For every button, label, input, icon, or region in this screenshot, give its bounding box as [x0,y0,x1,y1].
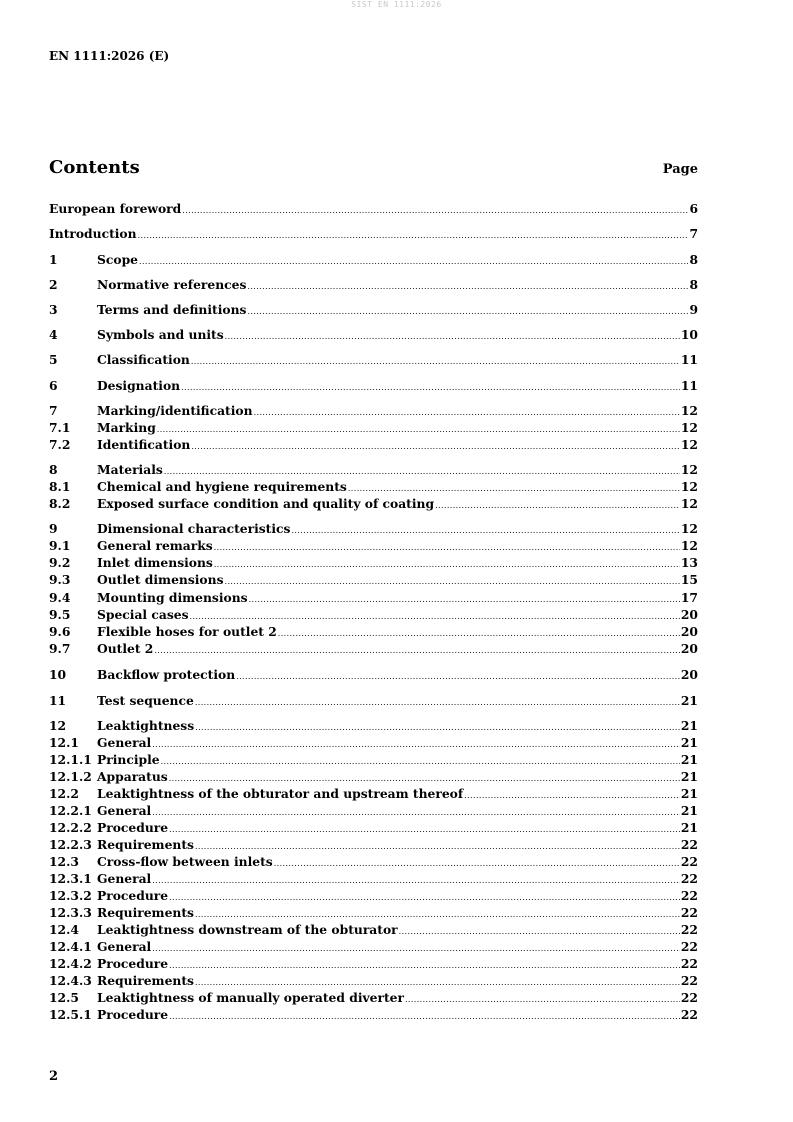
toc-entry-number: 8 [49,462,58,477]
toc-entry-number: 11 [49,693,67,708]
toc-entry[interactable] [49,403,698,419]
toc-entry-title: Requirements [97,905,194,920]
toc-entry-title: Marking/identification [97,403,253,418]
toc-entry-number: 12.1 [49,735,79,750]
toc-entry-title: Scope [97,252,138,267]
toc-entry[interactable] [49,922,698,938]
dot-leader [190,609,680,625]
toc-entry-page: 21 [680,693,698,708]
toc-entry[interactable] [49,939,698,955]
toc-entry-page: 20 [680,667,698,682]
toc-entry[interactable] [49,496,698,512]
dot-leader [278,626,680,642]
toc-entry-number: 1 [49,252,58,267]
toc-entry-page: 21 [680,786,698,801]
toc-entry-title: Procedure [97,820,169,835]
dot-leader [169,958,680,974]
toc-entry[interactable] [49,905,698,921]
toc-entry-page: 7 [689,226,698,241]
toc-entry-title: Procedure [97,1007,169,1022]
toc-entry[interactable] [49,555,698,571]
toc-entry[interactable] [49,277,698,293]
toc-entry[interactable] [49,538,698,554]
toc-entry-title: Terms and definitions [97,302,247,317]
dot-leader [247,279,688,295]
toc-entry-number: 9.1 [49,538,71,553]
dot-leader [274,856,680,872]
toc-entry-page: 6 [689,201,698,216]
toc-entry-number: 12.2.3 [49,837,92,852]
dot-leader [399,924,680,940]
toc-entry-page: 15 [680,572,698,587]
toc-entry[interactable] [49,973,698,989]
dot-leader [214,557,680,573]
toc-entry[interactable] [49,752,698,768]
toc-entry-title: Requirements [97,837,194,852]
toc-entry[interactable] [49,956,698,972]
toc-entry-number: 12 [49,718,67,733]
dot-leader [152,805,680,821]
toc-entry[interactable] [49,1007,698,1023]
toc-entry-number: 12.3.3 [49,905,92,920]
toc-entry-page: 11 [680,352,698,367]
toc-entry-number: 12.4.1 [49,939,92,954]
toc-entry-title: General [97,871,152,886]
dot-leader [464,788,680,804]
toc-entry[interactable] [49,667,698,683]
toc-entry-title: Test sequence [97,693,194,708]
toc-entry[interactable] [49,871,698,887]
toc-entry-title: Introduction [49,226,137,241]
toc-entry-page: 20 [680,641,698,656]
toc-entry-title: Leaktightness downstream of the obturator [97,922,398,937]
toc-entry-page: 12 [680,496,698,511]
dot-leader [225,329,680,345]
toc-entry-page: 8 [689,252,698,267]
toc-entry[interactable] [49,803,698,819]
toc-entry-page: 22 [680,888,698,903]
page-column-label: Page [662,162,698,177]
toc-entry[interactable] [49,837,698,853]
toc-entry-title: Leaktightness of the obturator and upstream thereof [97,786,464,801]
toc-entry-page: 22 [680,956,698,971]
toc-entry-title: Procedure [97,956,169,971]
toc-entry[interactable] [49,252,698,268]
toc-entry[interactable] [49,226,698,242]
toc-entry-number: 12.1.1 [49,752,92,767]
toc-entry-title: Classification [97,352,190,367]
toc-entry[interactable] [49,302,698,318]
toc-entry-page: 12 [680,462,698,477]
toc-entry-title: European foreword [49,201,182,216]
toc-entry-title: Outlet dimensions [97,572,224,587]
toc-entry-title: Leaktightness [97,718,195,733]
toc-entry[interactable] [49,820,698,836]
dot-leader [195,720,680,736]
toc-entry-number: 12.4.2 [49,956,92,971]
toc-entry-title: Normative references [97,277,247,292]
toc-entry-title: Requirements [97,973,194,988]
dot-leader [195,695,680,711]
watermark: SIST EN 1111:2026 [351,0,442,9]
dot-leader [195,839,680,855]
toc-entry-number: 7 [49,403,58,418]
toc-entry[interactable] [49,718,698,734]
toc-entry-number: 12.4 [49,922,79,937]
dot-leader [154,643,680,659]
toc-entry-number: 10 [49,667,67,682]
dot-leader [181,380,680,396]
toc-entry[interactable] [49,786,698,802]
toc-entry[interactable] [49,378,698,394]
toc-entry-title: Cross-flow between inlets [97,854,273,869]
toc-entry-page: 20 [680,624,698,639]
toc-entry-number: 9.6 [49,624,71,639]
toc-entry[interactable] [49,693,698,709]
toc-entry-page: 22 [680,854,698,869]
toc-entry[interactable] [49,437,698,453]
toc-entry-page: 12 [680,521,698,536]
toc-entry-number: 12.3 [49,854,79,869]
toc-entry-title: Designation [97,378,181,393]
toc-entry-title: Symbols and units [97,327,224,342]
dot-leader [405,992,680,1008]
toc-entry-title: Dimensional characteristics [97,521,291,536]
document-id: EN 1111:2026 (E) [49,49,170,63]
toc-entry-number: 9.7 [49,641,71,656]
toc-entry-title: General remarks [97,538,213,553]
toc-entry-title: Materials [97,462,163,477]
toc-entry-page: 22 [680,990,698,1005]
dot-leader [164,464,680,480]
dot-leader [214,540,680,556]
toc-entry[interactable] [49,735,698,751]
toc-entry-number: 12.5.1 [49,1007,92,1022]
toc-entry-title: Backflow protection [97,667,236,682]
toc-entry-number: 12.2.2 [49,820,92,835]
toc-entry-page: 12 [680,403,698,418]
toc-entry-page: 22 [680,905,698,920]
toc-entry-number: 3 [49,302,58,317]
toc-entry-page: 22 [680,1007,698,1022]
dot-leader [152,941,680,957]
dot-leader [182,203,688,219]
toc-entry-title: Principle [97,752,160,767]
toc-entry-number: 12.3.1 [49,871,92,886]
dot-leader [236,669,680,685]
toc-entry[interactable] [49,607,698,623]
toc-entry-page: 8 [689,277,698,292]
toc-entry-title: General [97,803,152,818]
toc-entry-number: 5 [49,352,58,367]
dot-leader [138,228,689,244]
dot-leader [225,574,680,590]
toc-entry-number: 7.2 [49,437,71,452]
toc-entry[interactable] [49,769,698,785]
toc-entry-page: 21 [680,735,698,750]
toc-entry-number: 12.2.1 [49,803,92,818]
toc-entry[interactable] [49,479,698,495]
toc-entry-page: 21 [680,769,698,784]
toc-entry[interactable] [49,201,698,217]
toc-entry-page: 21 [680,752,698,767]
dot-leader [152,873,680,889]
dot-leader [169,771,680,787]
toc-entry-title: Identification [97,437,191,452]
dot-leader [139,254,688,270]
dot-leader [191,439,680,455]
toc-entry-page: 11 [680,378,698,393]
dot-leader [157,422,680,438]
dot-leader [191,354,680,370]
dot-leader [161,754,680,770]
toc-entry-number: 7.1 [49,420,71,435]
dot-leader [152,737,680,753]
toc-entry-number: 8.1 [49,479,71,494]
toc-entry-page: 9 [689,302,698,317]
dot-leader [195,975,680,991]
dot-leader [169,1009,680,1025]
toc-entry-page: 12 [680,538,698,553]
toc-entry-number: 12.2 [49,786,79,801]
toc-entry-page: 17 [680,590,698,605]
toc-entry-number: 9.3 [49,572,71,587]
toc-entry-number: 12.1.2 [49,769,92,784]
toc-entry-title: General [97,735,152,750]
toc-entry-page: 22 [680,871,698,886]
dot-leader [435,498,680,514]
contents-heading: Contents [49,157,140,178]
toc-entry-title: Outlet 2 [97,641,154,656]
toc-entry-title: Chemical and hygiene requirements [97,479,347,494]
toc-entry[interactable] [49,521,698,537]
toc-entry[interactable] [49,590,698,606]
toc-entry-page: 20 [680,607,698,622]
toc-entry[interactable] [49,641,698,657]
dot-leader [195,907,680,923]
toc-entry[interactable] [49,572,698,588]
toc-entry-number: 8.2 [49,496,71,511]
dot-leader [169,822,680,838]
toc-entry-page: 22 [680,973,698,988]
toc-entry-page: 21 [680,718,698,733]
page-number: 2 [49,1069,59,1084]
dot-leader [291,523,679,539]
toc-entry-number: 12.3.2 [49,888,92,903]
toc-entry-page: 22 [680,837,698,852]
toc-entry[interactable] [49,990,698,1006]
toc-entry-title: General [97,939,152,954]
dot-leader [348,481,680,497]
toc-entry-page: 12 [680,437,698,452]
toc-entry-page: 21 [680,803,698,818]
toc-entry-page: 10 [680,327,698,342]
dot-leader [247,304,688,320]
toc-entry-page: 12 [680,479,698,494]
toc-entry-number: 12.4.3 [49,973,92,988]
toc-entry[interactable] [49,352,698,368]
toc-entry-title: Special cases [97,607,189,622]
toc-entry-title: Marking [97,420,156,435]
toc-entry[interactable] [49,888,698,904]
toc-entry-title: Mounting dimensions [97,590,248,605]
toc-entry[interactable] [49,327,698,343]
toc-entry-page: 13 [680,555,698,570]
toc-entry-title: Inlet dimensions [97,555,213,570]
toc-entry-number: 2 [49,277,58,292]
dot-leader [169,890,680,906]
toc-entry-number: 12.5 [49,990,79,1005]
toc-entry-number: 9 [49,521,58,536]
toc-entry-number: 4 [49,327,58,342]
toc-entry-title: Procedure [97,888,169,903]
toc-entry-number: 9.2 [49,555,71,570]
toc-entry-number: 6 [49,378,58,393]
toc-entry[interactable] [49,624,698,640]
toc-entry[interactable] [49,854,698,870]
toc-entry-page: 22 [680,939,698,954]
toc-entry-number: 9.5 [49,607,71,622]
toc-entry-number: 9.4 [49,590,71,605]
toc-entry-page: 21 [680,820,698,835]
toc-entry-title: Apparatus [97,769,168,784]
dot-leader [254,405,680,421]
dot-leader [249,592,680,608]
toc-entry-page: 22 [680,922,698,937]
toc-entry-title: Exposed surface condition and quality of coating [97,496,435,511]
toc-entry-title: Leaktightness of manually operated diverter [97,990,404,1005]
toc-entry[interactable] [49,420,698,436]
toc-entry-page: 12 [680,420,698,435]
toc-entry[interactable] [49,462,698,478]
toc-entry-title: Flexible hoses for outlet 2 [97,624,277,639]
